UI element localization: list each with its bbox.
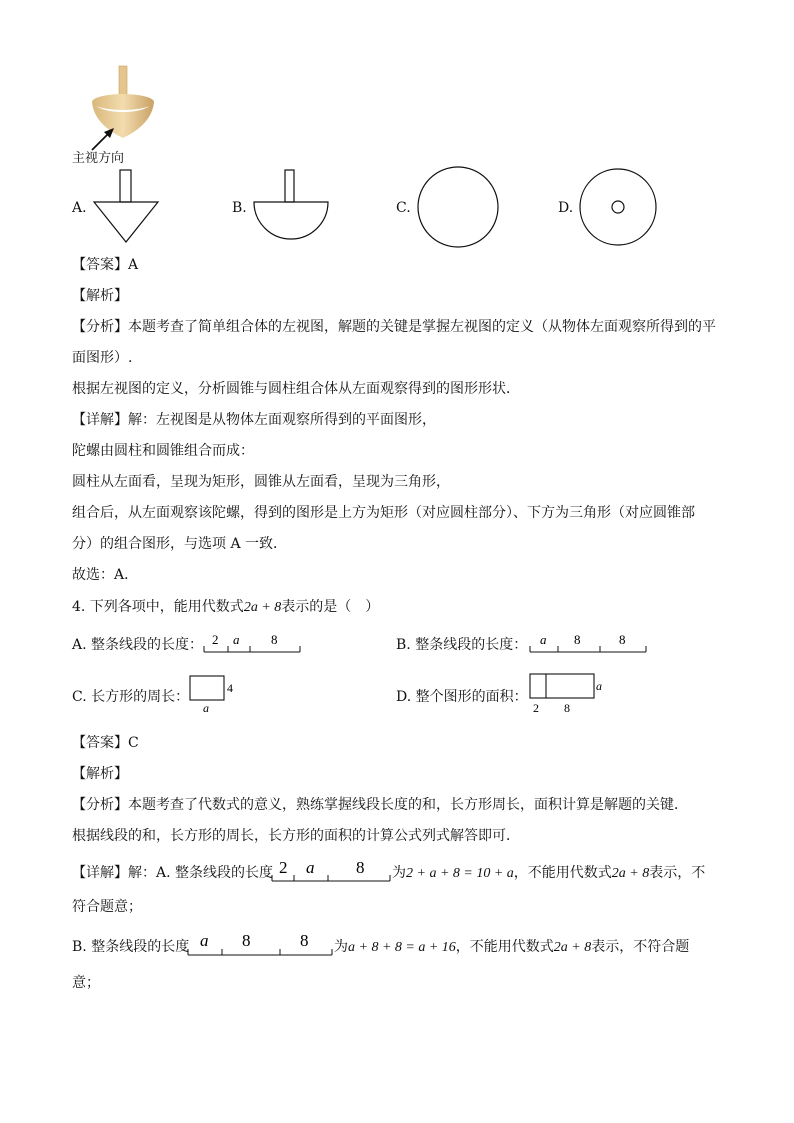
q4-detail-b-expr: a + 8 + 8 = a + 16 <box>348 940 456 955</box>
q4-detail-a-seg-label-1: 2 <box>279 858 288 877</box>
q4-detail-b-seg-label-1: a <box>200 931 209 950</box>
option-b-figure <box>252 168 332 248</box>
q4-option-d-label: D. 整个图形的面积： <box>396 689 528 705</box>
q3-analysis-line-2: 面图形）. <box>72 350 133 366</box>
q3-analysis-line-1: 【分析】本题考查了简单组合体的左视图，解题的关键是掌握左视图的定义（从物体左面观察所得到的平 <box>72 319 716 335</box>
option-c-label: C. <box>396 200 411 216</box>
q4-analysis-line-2: 根据线段的和，长方形的周长，长方形的面积的计算公式列式解答即可． <box>72 828 520 844</box>
option-d-label: D. <box>558 200 574 216</box>
q4-detail-a-seg-label-3: 8 <box>356 858 365 877</box>
q4-option-a-segment <box>200 628 304 656</box>
q4-b-seg-label-3: 8 <box>619 632 626 647</box>
q4-stem-expr: 2a + 8 <box>243 600 282 615</box>
q4-option-c-rectangle <box>186 674 242 714</box>
q4-b-seg-label-2: 8 <box>574 632 581 647</box>
q3-analysis-line-9: 故选：A． <box>72 567 139 583</box>
q4-detail-b-rest <box>334 938 689 957</box>
q4-detail-a-expr: 2 + a + 8 = 10 + a <box>406 866 514 881</box>
q4-analysis-line-1: 【分析】本题考查了代数式的意义，熟练掌握线段长度的和，长方形周长，面积计算是解题的关键． <box>72 797 688 813</box>
q4-detail-a-post1: ，不能用代数式 <box>513 865 612 881</box>
q4-a-seg-label-1: 2 <box>212 632 219 647</box>
q4-option-c-label: C. 长方形的周长： <box>72 689 190 705</box>
q4-answer: 【答案】C <box>72 735 139 751</box>
q4-detail-b-post1: ，不能用代数式 <box>455 939 554 955</box>
q4-detail-b-segment <box>186 928 336 960</box>
q4-d-bottom-label-2: 8 <box>564 701 570 715</box>
option-a-figure <box>92 168 162 246</box>
q3-answer: 【答案】A <box>72 257 139 273</box>
q3-analysis-line-4: 【详解】解：左视图是从物体左面观察所得到的平面图形， <box>72 412 436 428</box>
option-b-label: B. <box>232 200 247 216</box>
q4-c-bottom-label: a <box>203 701 209 714</box>
q4-option-b-segment <box>526 628 650 656</box>
q3-analysis-line-6: 圆柱从左面看，呈现为矩形，圆锥从左面看，呈现为三角形， <box>72 474 450 490</box>
q4-detail-a-mid: 为 <box>392 865 406 881</box>
q4-c-side-label: 4 <box>227 681 233 695</box>
q4-a-seg-label-2: a <box>233 632 240 647</box>
q4-b-seg-label-1: a <box>540 632 547 647</box>
q4-option-b-label: B. 整条线段的长度： <box>396 637 528 653</box>
option-a-label: A. <box>72 200 87 216</box>
q3-analysis-line-5: 陀螺由圆柱和圆锥组合而成： <box>72 443 254 459</box>
q4-detail-a-expr2: 2a + 8 <box>611 866 650 881</box>
q4-stem-pre: 4. 下列各项中，能用代数式 <box>72 599 244 615</box>
q4-d-bottom-label-1: 2 <box>533 701 539 715</box>
q4-detail-b-line2: 意； <box>72 975 100 991</box>
option-d-figure <box>577 164 661 250</box>
q4-d-side-label: a <box>596 679 602 693</box>
q3-analysis-line-3: 根据左视图的定义，分析圆锥与圆柱组合体从左面观察得到的图形形状． <box>72 381 520 397</box>
q4-detail-b-pre: B. 整条线段的长度 <box>72 939 190 955</box>
q4-detail-b-expr2: 2a + 8 <box>553 940 592 955</box>
q4-stem <box>72 598 379 617</box>
q3-analysis-line-7: 组合后，从左面观察该陀螺，得到的图形是上方为矩形（对应圆柱部分）、下方为三角形（对应圆锥部 <box>72 505 695 521</box>
q3-analysis-line-8: 分）的组合图形，与选项 A 一致． <box>72 536 288 552</box>
option-c-figure <box>415 164 503 250</box>
q4-detail-a-segment <box>270 854 394 886</box>
q4-detail-a-line2: 符合题意； <box>72 899 142 915</box>
q4-detail-a-post2: 表示，不 <box>649 865 706 881</box>
q4-option-d-rectangle <box>526 672 610 716</box>
q4-option-a-label: A. 整条线段的长度： <box>72 637 204 653</box>
q4-detail-a-pre: 【详解】解：A. 整条线段的长度 <box>72 865 274 881</box>
q4-stem-post: 表示的是（ ） <box>281 599 380 615</box>
q4-detail-b-seg-label-2: 8 <box>242 931 251 950</box>
q4-detail-a-seg-label-2: a <box>306 858 315 877</box>
q4-analysis-title: 【解析】 <box>72 766 128 782</box>
q4-detail-b-seg-label-3: 8 <box>300 931 309 950</box>
q4-detail-b-post2: 表示，不符合题 <box>591 939 690 955</box>
q4-detail-a-rest <box>392 864 705 883</box>
q3-analysis-title: 【解析】 <box>72 288 128 304</box>
direction-label: 主视方向 <box>72 151 125 166</box>
q4-a-seg-label-3: 8 <box>271 632 278 647</box>
q4-detail-b-mid: 为 <box>334 939 348 955</box>
